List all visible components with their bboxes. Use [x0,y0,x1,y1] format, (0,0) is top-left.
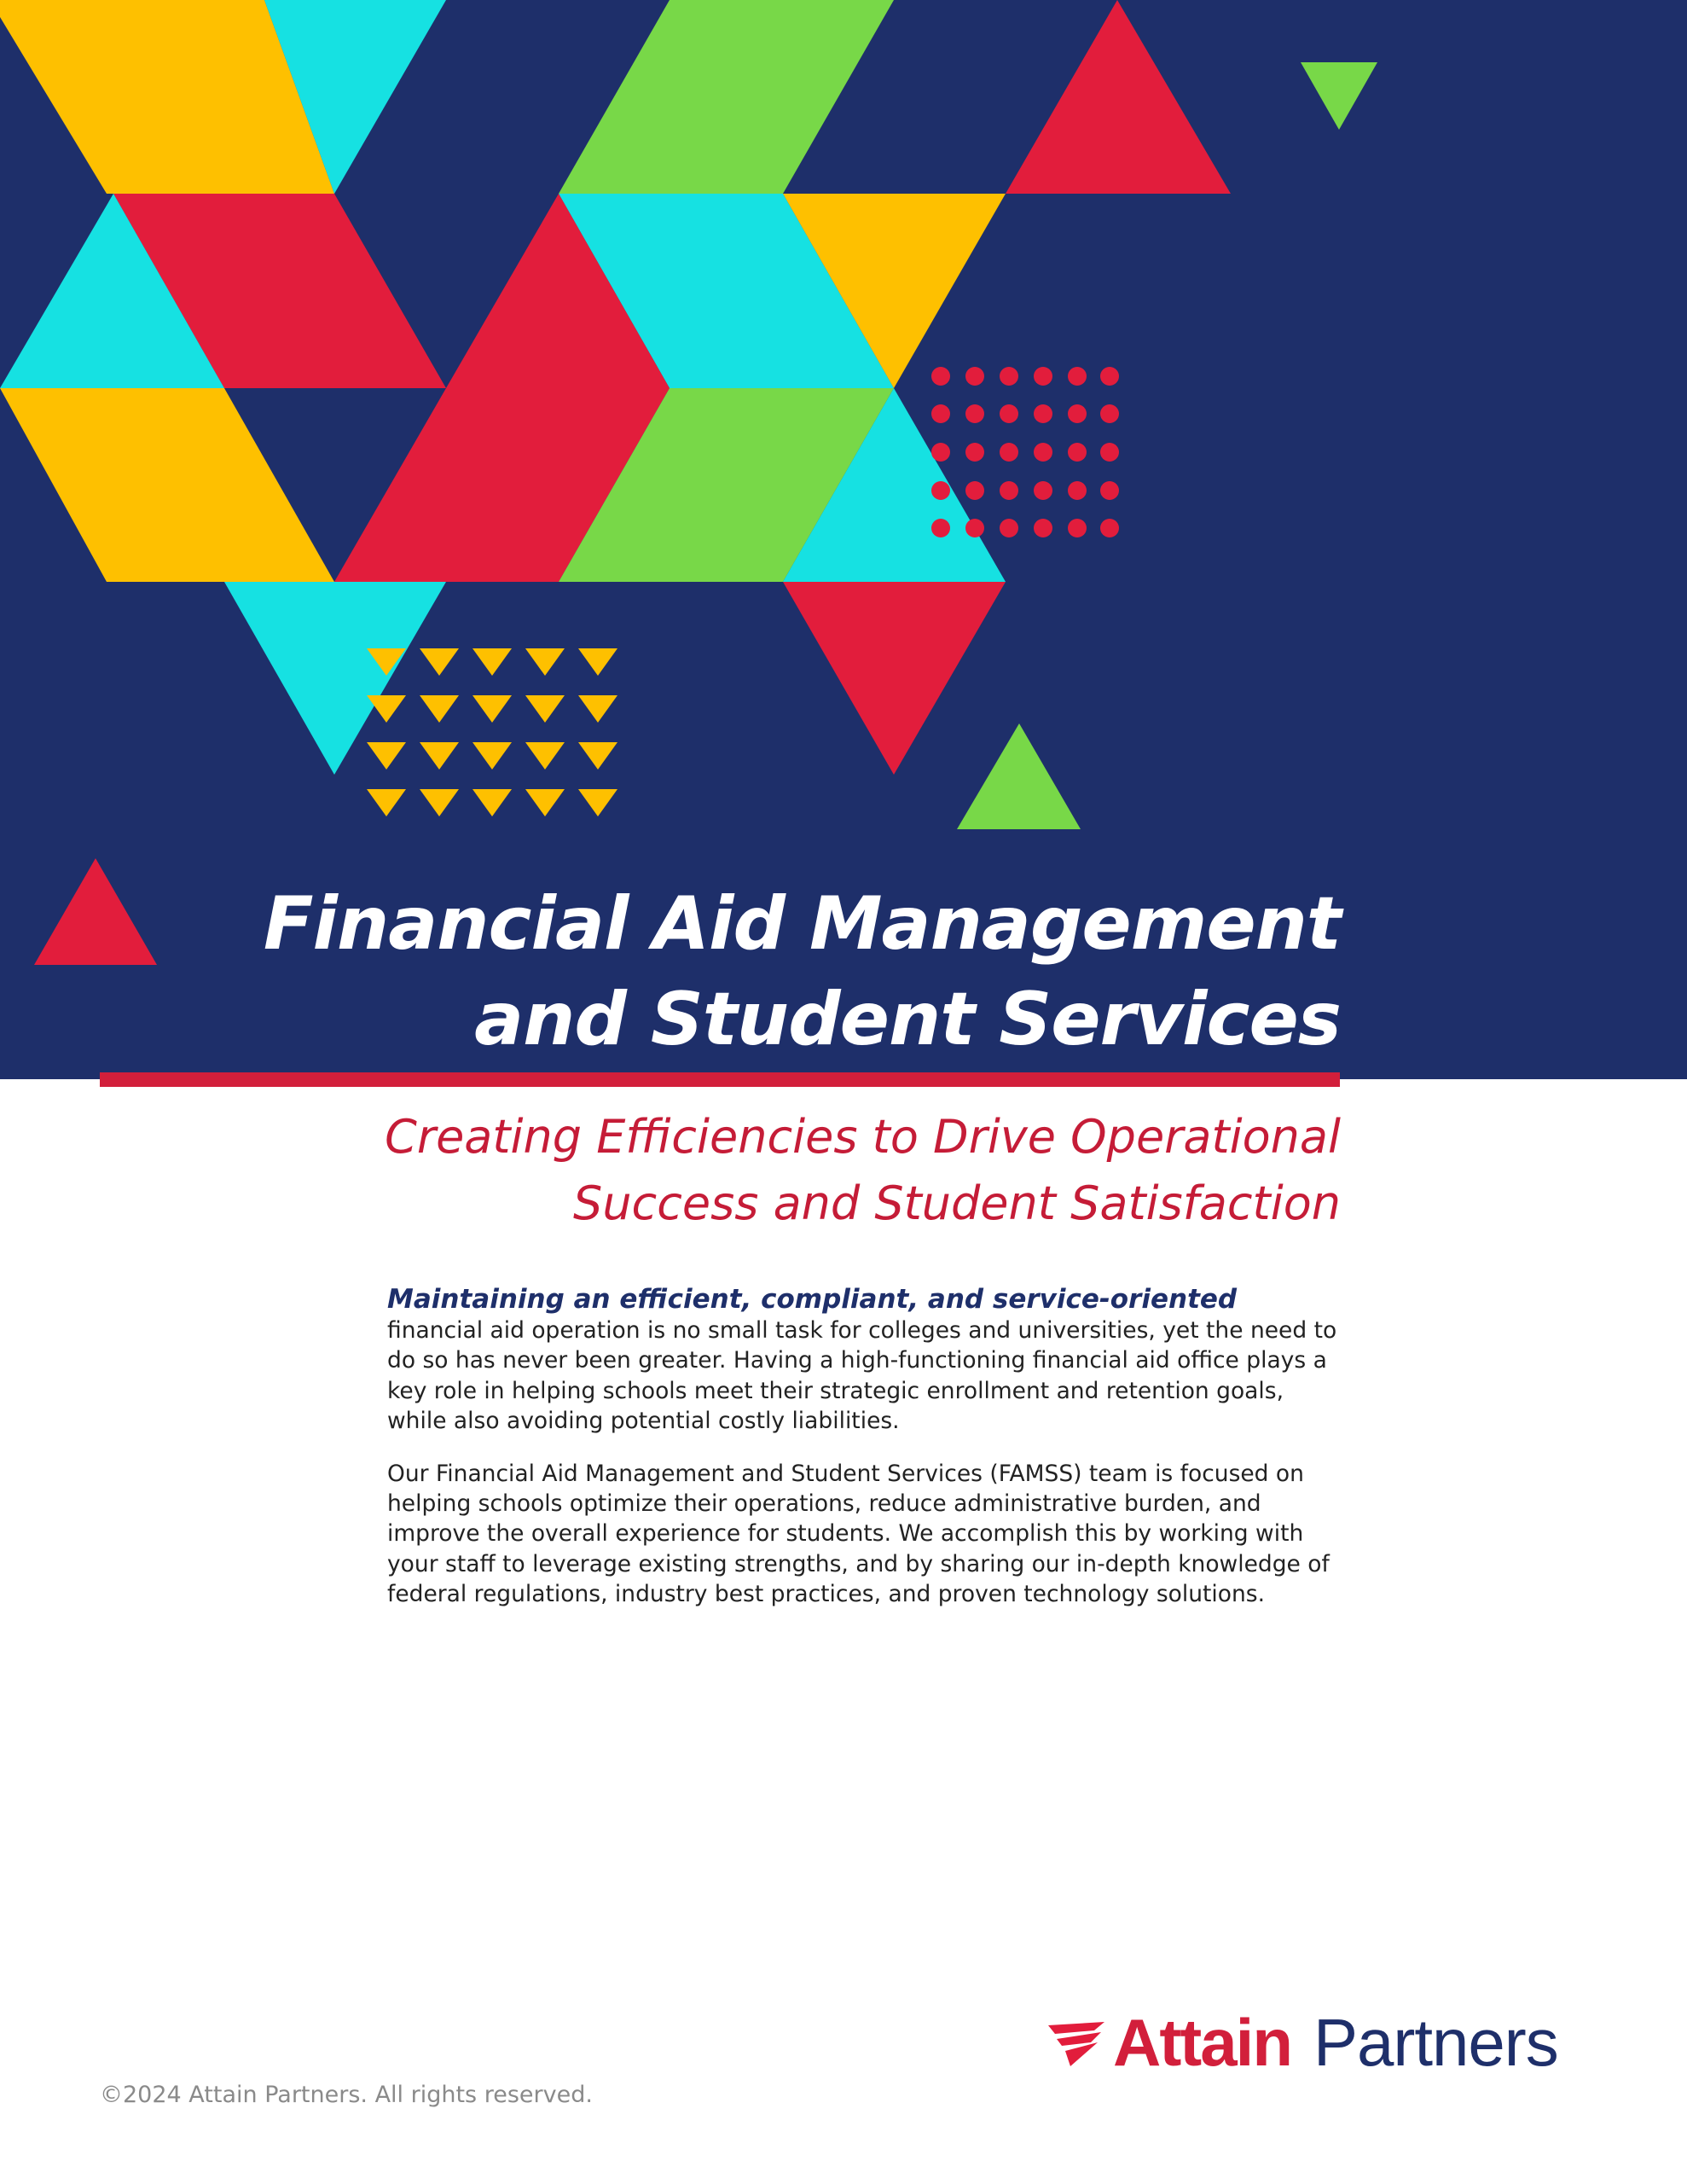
attain-partners-logo [1045,2005,1591,2080]
subtitle-line-2: Success and Student Satisfaction [573,1176,1341,1230]
logo-swoosh-icon [1045,2018,1106,2070]
logo-word-attain: Attain [1113,2005,1291,2080]
famss-paragraph: Our Financial Aid Management and Student Services (FAMSS) team is focused on helping schools optimize their operations, reduce administrative burden, and improve the overall experience for students. We accomplish this by working with your staff to leverage existing strengths, and by sharing our in-depth knowledge of federal regulations, industry best practices, and proven technology solutions. [387,1461,1330,1607]
intro-paragraph-text: financial aid operation is no small task for colleges and universities, yet the need to do so has never been greater. Having a high-functioning financial aid office plays a key role in helping schools meet their strategic enrollment and retention goals, while also avoiding potential costly liabilities. [387,1317,1337,1434]
copyright-notice: ©2024 Attain Partners. All rights reserved. [100,2082,593,2108]
page-title-line-1: Financial Aid Management [263,881,1341,967]
body-text [387,1285,1339,1632]
page-title-line-2: and Student Services [474,977,1341,1062]
title-underline-divider [100,1072,1340,1087]
logo-word-partners: Partners [1313,2005,1558,2080]
intro-paragraph [387,1285,1339,1436]
subtitle-line-1: Creating Efficiencies to Drive Operational [385,1110,1341,1164]
intro-lead-in: Maintaining an efficient, compliant, and service-oriented [387,1284,1238,1315]
